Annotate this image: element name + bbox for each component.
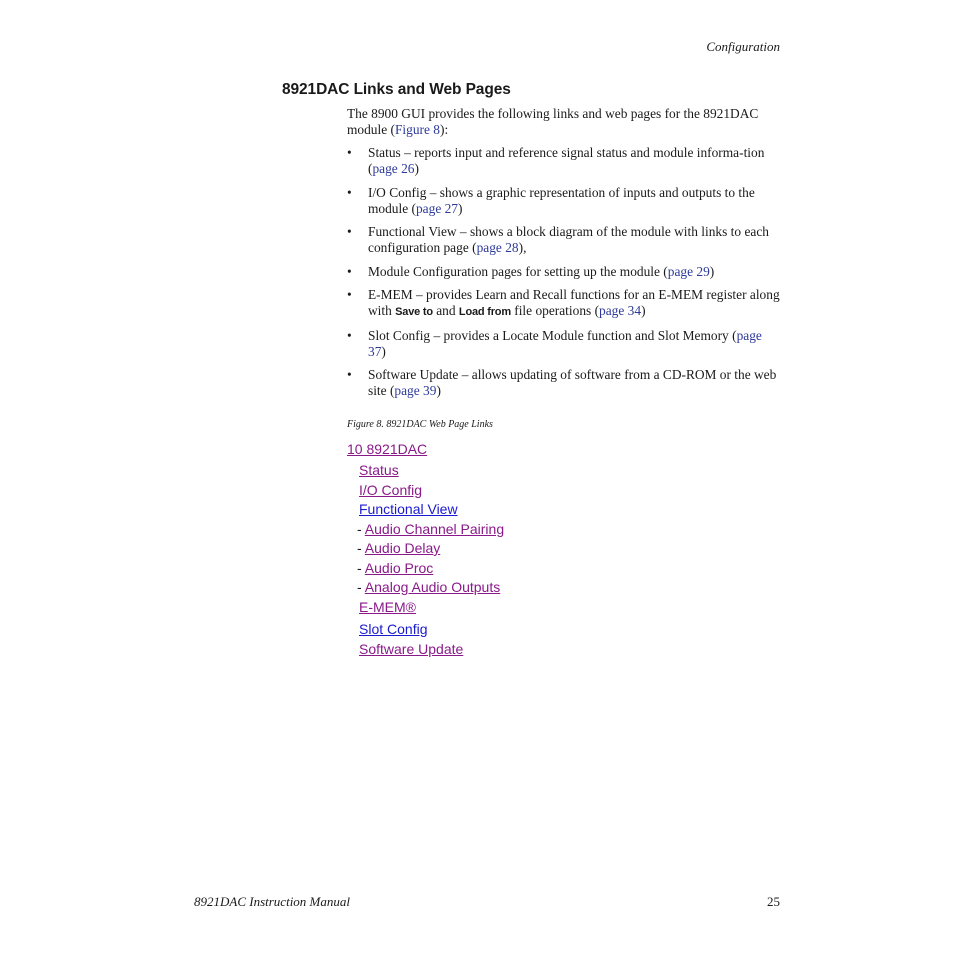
list-item-status: • Status – reports input and reference signal status and module informa-tion (page 26) xyxy=(347,145,765,176)
list-item-e-mem: • E-MEM – provides Learn and Recall functions for an E-MEM register along with Save to and Load from file operations (page 34) xyxy=(347,287,780,318)
body-text xyxy=(347,106,783,407)
list-item-slot-config: • Slot Config – provides a Locate Module function and Slot Memory (page 37) xyxy=(347,327,762,359)
link-slot-config[interactable]: Slot Config xyxy=(359,621,428,637)
link-io-config[interactable]: I/O Config xyxy=(359,481,423,498)
link-status[interactable]: Status xyxy=(359,462,399,478)
figure-8-xref[interactable]: Figure 8 xyxy=(394,122,440,137)
tree-row-functional-view xyxy=(359,500,458,518)
tree-row-e-mem xyxy=(359,598,416,616)
save-to-command: Save to xyxy=(395,306,433,318)
tree-dash: - xyxy=(357,559,362,576)
tree-row-status xyxy=(359,461,399,479)
running-header: Configuration xyxy=(706,39,780,54)
figure-caption: Figure 8. 8921DAC Web Page Links xyxy=(347,419,493,430)
section-heading: 8921DAC Links and Web Pages xyxy=(282,81,511,98)
bullet-icon: • xyxy=(347,224,352,239)
link-software-update[interactable]: Software Update xyxy=(359,641,464,657)
list-item-functional-view: • Functional View – shows a block diagram of the module with links to each configuration page (page 28), xyxy=(347,224,769,255)
link-audio-proc[interactable]: Audio Proc xyxy=(364,559,434,576)
footer-manual-title: 8921DAC Instruction Manual xyxy=(194,894,350,909)
feature-list xyxy=(347,145,783,399)
bullet-icon: • xyxy=(347,327,352,343)
tree-row-audio-delay xyxy=(357,539,440,557)
tree-dash: - xyxy=(357,520,362,537)
tree-row-io-config xyxy=(359,481,422,499)
bullet-icon: • xyxy=(347,367,352,382)
tree-row-audio-channel-pairing xyxy=(357,520,504,538)
link-module-10-8921dac[interactable]: 10 8921DAC xyxy=(347,441,428,457)
bullet-icon: • xyxy=(347,145,352,160)
page-26-xref[interactable]: page 26 xyxy=(372,161,415,176)
link-audio-delay[interactable]: Audio Delay xyxy=(364,540,441,556)
link-audio-channel-pairing[interactable]: Audio Channel Pairing xyxy=(364,520,505,537)
tree-row-analog-audio-outputs xyxy=(357,578,500,596)
bullet-icon: • xyxy=(347,184,352,200)
bullet-icon: • xyxy=(347,263,352,279)
page-37-xref[interactable]: page 37 xyxy=(368,327,762,359)
tree-row-module xyxy=(347,440,427,458)
page-number: 25 xyxy=(767,894,780,909)
tree-dash: - xyxy=(357,540,362,556)
page-28-xref[interactable]: page 28 xyxy=(476,240,519,255)
load-from-command: Load from xyxy=(458,306,511,318)
list-item-software-update: • Software Update – allows updating of software from a CD-ROM or the web site (page 39) xyxy=(347,367,777,398)
intro-paragraph: The 8900 GUI provides the following links and web pages for the 8921DAC module (Figure 8): xyxy=(347,106,759,137)
list-item-io-config: • I/O Config – shows a graphic representation of inputs and outputs to the module (page 27) xyxy=(347,184,755,216)
link-analog-audio-outputs[interactable]: Analog Audio Outputs xyxy=(364,579,501,595)
link-e-mem[interactable]: E-MEM® xyxy=(359,599,416,615)
page-27-xref[interactable]: page 27 xyxy=(415,200,459,216)
page-39-xref[interactable]: page 39 xyxy=(394,383,437,398)
tree-row-audio-proc xyxy=(357,559,433,577)
tree-dash: - xyxy=(357,579,362,595)
page-34-xref[interactable]: page 34 xyxy=(599,303,642,318)
tree-row-slot-config xyxy=(359,620,427,638)
link-functional-view[interactable]: Functional View xyxy=(359,501,458,517)
tree-row-software-update xyxy=(359,640,463,658)
list-item-module-config: • Module Configuration pages for setting up the module (page 29) xyxy=(347,263,715,279)
page-29-xref[interactable]: page 29 xyxy=(667,263,710,279)
bullet-icon: • xyxy=(347,287,352,302)
